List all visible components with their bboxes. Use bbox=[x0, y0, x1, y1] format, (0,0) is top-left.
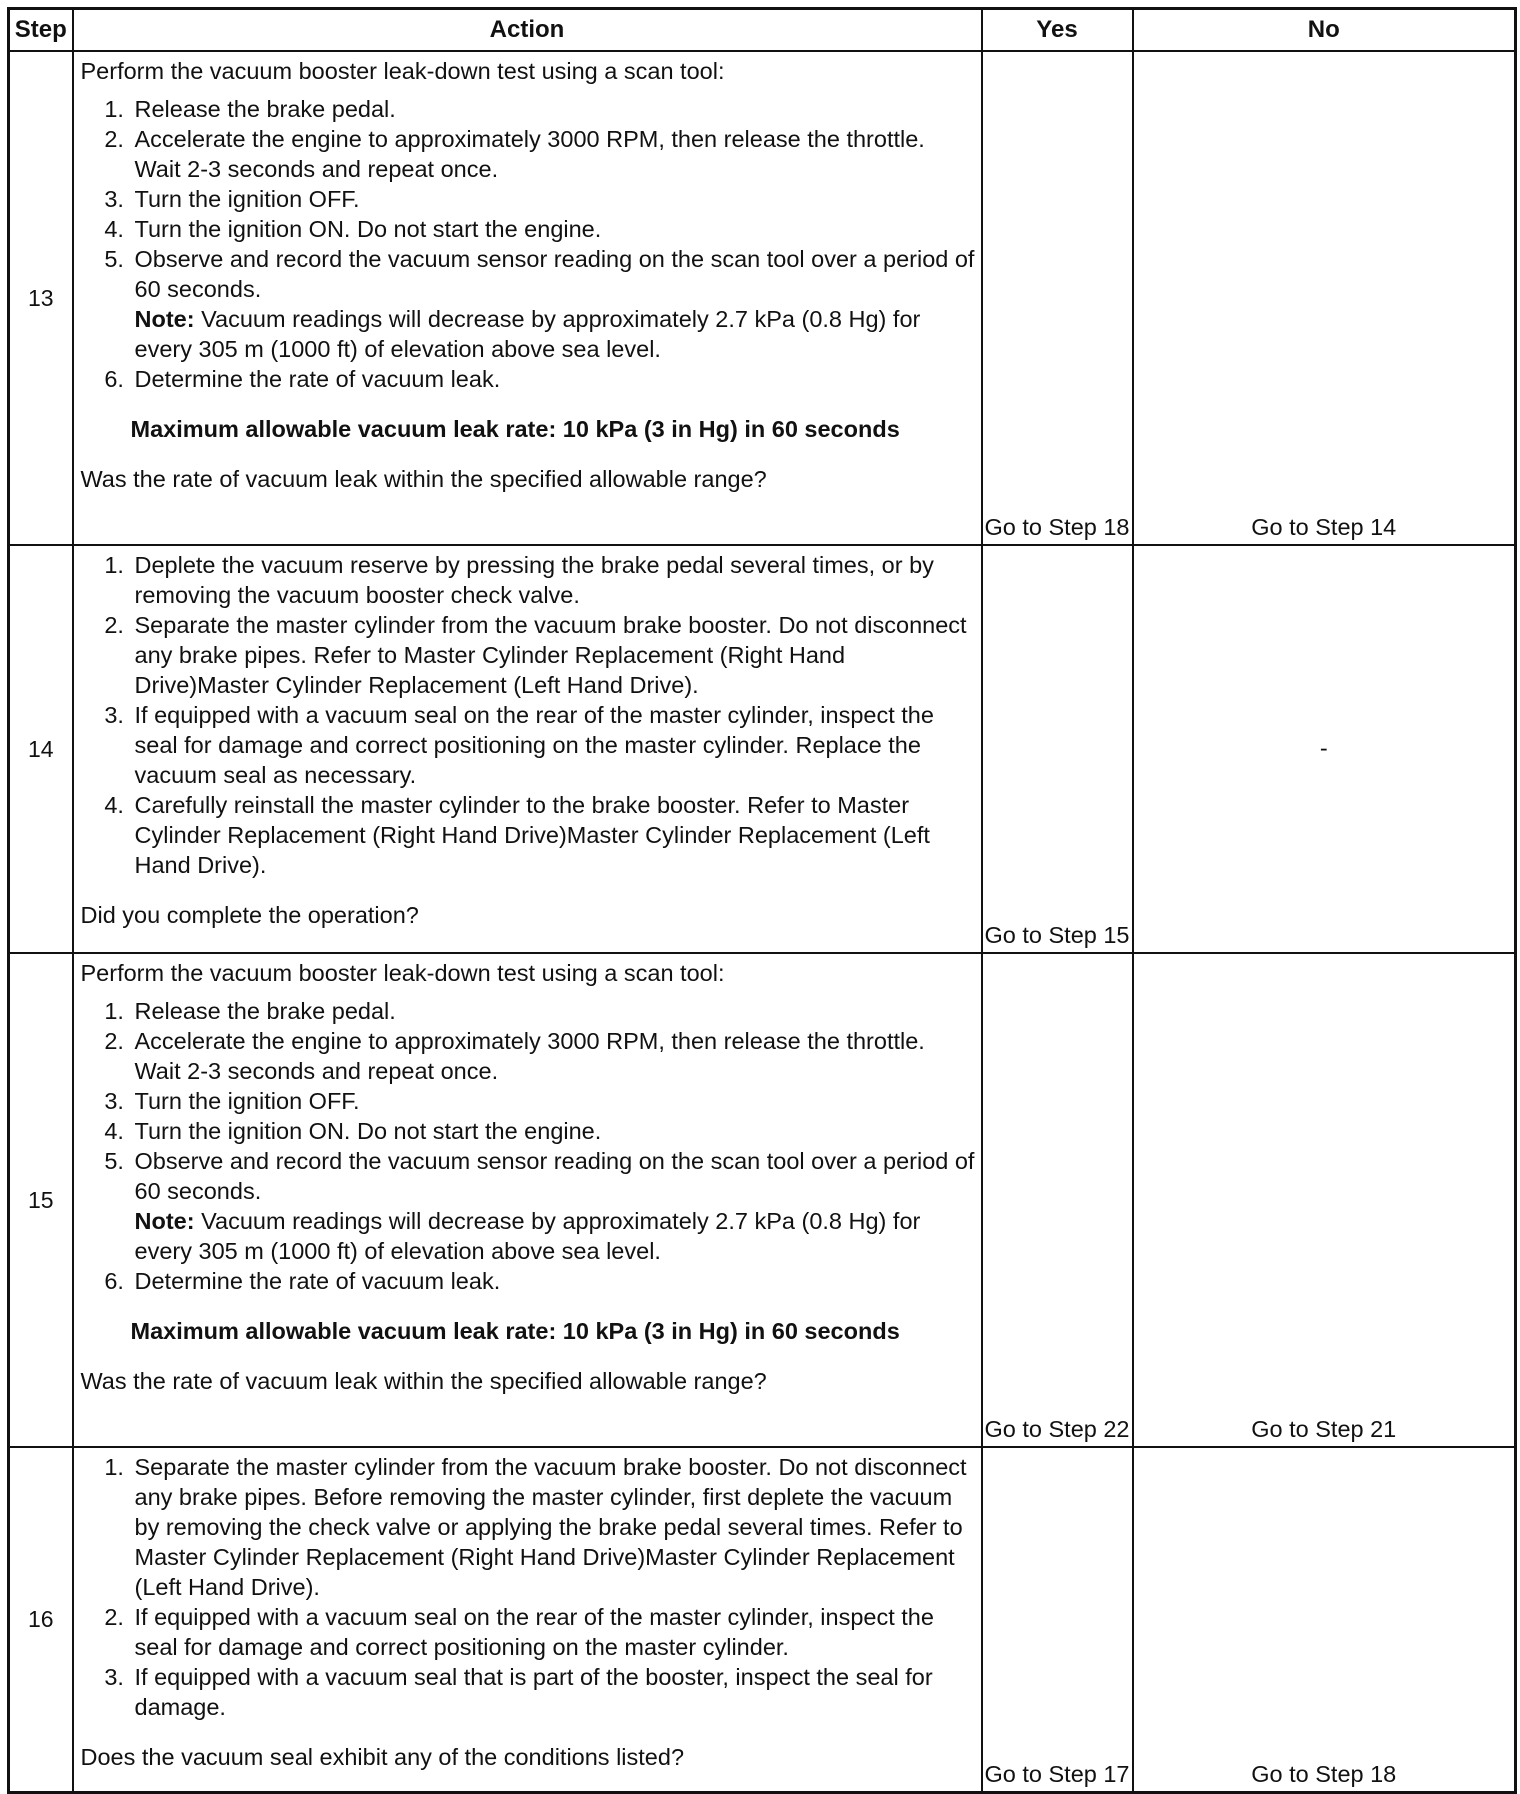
no-cell: - bbox=[1133, 545, 1516, 953]
list-item: 1. Release the brake pedal. bbox=[131, 94, 975, 124]
table-row-step-13 bbox=[9, 51, 1516, 545]
header-action: Action bbox=[73, 9, 982, 52]
list-item: 3. If equipped with a vacuum seal that is part of the booster, inspect the seal for damage. bbox=[131, 1662, 975, 1722]
question-text: Does the vacuum seal exhibit any of the conditions listed? bbox=[80, 1744, 685, 1770]
no-cell: Go to Step 14 bbox=[1133, 51, 1516, 545]
list-item: 1. Separate the master cylinder from the vacuum brake booster. Do not disconnect any brake pipes. Before removing the master cylinder, first deplete the vacuum by removing the check valve or applying the brake pedal several times. Refer to Master Cylinder Replacement (Right Hand Drive)Master Cylinder Replacement (Left Hand Drive). bbox=[131, 1452, 975, 1602]
list-item: 2. Separate the master cylinder from the vacuum brake booster. Do not disconnect any brake pipes. Refer to Master Cylinder Replacement (Right Hand Drive)Master Cylinder Replacement (Left Hand Drive). bbox=[131, 610, 975, 700]
list-item: 3. Turn the ignition OFF. bbox=[131, 1086, 975, 1116]
note-text: Vacuum readings will decrease by approximately 2.7 kPa (0.8 Hg) for every 305 m (1000 ft) of elevation above sea level. bbox=[134, 1208, 921, 1264]
action-cell bbox=[73, 51, 982, 545]
step-number: 16 bbox=[9, 1447, 73, 1792]
list-item: 6. Determine the rate of vacuum leak. bbox=[131, 364, 975, 394]
action-cell bbox=[73, 1447, 982, 1792]
note-label: Note: bbox=[134, 306, 195, 332]
table-row-step-14 bbox=[9, 545, 1516, 953]
step-number: 14 bbox=[9, 545, 73, 953]
yes-cell: Go to Step 18 bbox=[982, 51, 1133, 545]
list-item bbox=[131, 244, 975, 364]
list-item: 4. Turn the ignition ON. Do not start the engine. bbox=[131, 214, 975, 244]
list-item: 1. Release the brake pedal. bbox=[131, 996, 975, 1026]
list-item-text: Observe and record the vacuum sensor reading on the scan tool over a period of 60 seconds. bbox=[134, 1148, 975, 1204]
note-text: Vacuum readings will decrease by approximately 2.7 kPa (0.8 Hg) for every 305 m (1000 ft) of elevation above sea level. bbox=[134, 306, 921, 362]
list-item: 1. Deplete the vacuum reserve by pressing the brake pedal several times, or by removing the vacuum booster check valve. bbox=[131, 550, 975, 610]
procedure-list bbox=[81, 1452, 975, 1722]
spec-text: Maximum allowable vacuum leak rate: 10 kPa (3 in Hg) in 60 seconds bbox=[130, 1318, 900, 1344]
list-item bbox=[131, 1146, 975, 1266]
list-item: 3. Turn the ignition OFF. bbox=[131, 184, 975, 214]
step-number: 15 bbox=[9, 953, 73, 1447]
header-row bbox=[9, 9, 1516, 52]
list-item: 2. Accelerate the engine to approximately 3000 RPM, then release the throttle. Wait 2-3 seconds and repeat once. bbox=[131, 124, 975, 184]
no-cell: Go to Step 18 bbox=[1133, 1447, 1516, 1792]
table-row-step-16 bbox=[9, 1447, 1516, 1792]
action-intro: Perform the vacuum booster leak-down test using a scan tool: bbox=[80, 960, 725, 986]
header-no: No bbox=[1133, 9, 1516, 52]
no-cell: Go to Step 21 bbox=[1133, 953, 1516, 1447]
action-cell bbox=[73, 953, 982, 1447]
list-item-text: Observe and record the vacuum sensor reading on the scan tool over a period of 60 seconds. bbox=[134, 246, 975, 302]
procedure-list bbox=[81, 94, 975, 394]
diagnostic-steps-table bbox=[7, 7, 1517, 1794]
list-item: 2. Accelerate the engine to approximately 3000 RPM, then release the throttle. Wait 2-3 seconds and repeat once. bbox=[131, 1026, 975, 1086]
header-yes: Yes bbox=[982, 9, 1133, 52]
action-cell bbox=[73, 545, 982, 953]
procedure-list bbox=[81, 550, 975, 880]
step-number: 13 bbox=[9, 51, 73, 545]
question-text: Did you complete the operation? bbox=[80, 902, 419, 928]
list-item: 2. If equipped with a vacuum seal on the rear of the master cylinder, inspect the seal for damage and correct positioning on the master cylinder. bbox=[131, 1602, 975, 1662]
list-item: 6. Determine the rate of vacuum leak. bbox=[131, 1266, 975, 1296]
yes-cell: Go to Step 15 bbox=[982, 545, 1133, 953]
spec-text: Maximum allowable vacuum leak rate: 10 kPa (3 in Hg) in 60 seconds bbox=[130, 416, 900, 442]
procedure-list bbox=[81, 996, 975, 1296]
table-row-step-15 bbox=[9, 953, 1516, 1447]
question-text: Was the rate of vacuum leak within the specified allowable range? bbox=[80, 1368, 767, 1394]
list-item: 3. If equipped with a vacuum seal on the rear of the master cylinder, inspect the seal for damage and correct positioning on the master cylinder. Replace the vacuum seal as necessary. bbox=[131, 700, 975, 790]
note-label: Note: bbox=[134, 1208, 195, 1234]
list-item: 4. Carefully reinstall the master cylinder to the brake booster. Refer to Master Cylinder Replacement (Right Hand Drive)Master Cylinder Replacement (Left Hand Drive). bbox=[131, 790, 975, 880]
yes-cell: Go to Step 22 bbox=[982, 953, 1133, 1447]
question-text: Was the rate of vacuum leak within the specified allowable range? bbox=[80, 466, 767, 492]
list-item: 4. Turn the ignition ON. Do not start the engine. bbox=[131, 1116, 975, 1146]
diagnostic-table-sheet bbox=[7, 7, 1514, 1787]
header-step: Step bbox=[9, 9, 73, 52]
action-intro: Perform the vacuum booster leak-down test using a scan tool: bbox=[80, 58, 725, 84]
yes-cell: Go to Step 17 bbox=[982, 1447, 1133, 1792]
